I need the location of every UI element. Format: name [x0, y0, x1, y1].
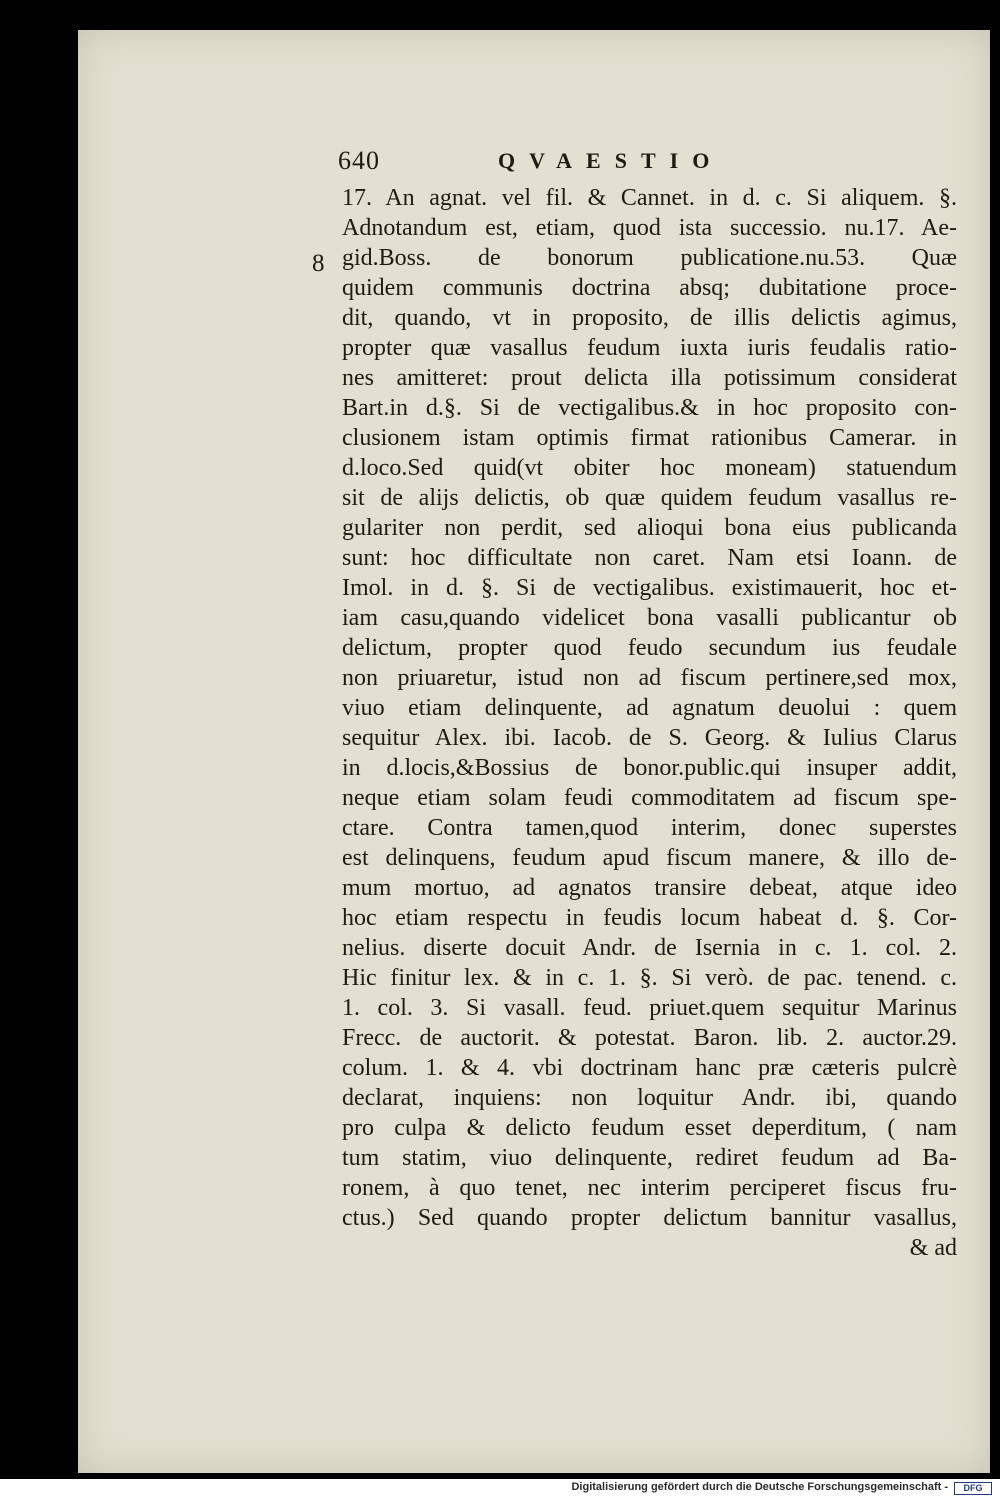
text-line: delictum, propter quod feudo secundum ius feudale [342, 635, 957, 661]
page-header [338, 146, 978, 180]
text-line: sit de alijs delictis, ob quæ quidem feudum vasallus re- [342, 485, 957, 511]
text-line: gulariter non perdit, sed alioqui bona eius publicanda [342, 515, 957, 541]
body-text [342, 183, 957, 1263]
text-line: nes amitteret: prout delicta illa potissimum considerat [342, 365, 957, 391]
text-line: nelius. diserte docuit Andr. de Isernia in c. 1. col. 2. [342, 935, 957, 961]
text-line: Imol. in d. §. Si de vectigalibus. existimauerit, hoc et- [342, 575, 957, 601]
text-line: iam casu,quando videlicet bona vasalli publicantur ob [342, 605, 957, 631]
text-line: dit, quando, vt in proposito, de illis delictis agimus, [342, 305, 957, 331]
text-line: clusionem istam optimis firmat rationibus Camerar. in [342, 425, 957, 451]
text-line: hoc etiam respectu in feudis locum habeat d. §. Cor- [342, 905, 957, 931]
text-line: neque etiam solam feudi commoditatem ad fiscum spe- [342, 785, 957, 811]
page-number: 640 [338, 146, 380, 175]
dfg-logo-icon: DFG [954, 1482, 992, 1495]
text-line: gid.Boss. de bonorum publicatione.nu.53. Quæ [342, 245, 957, 271]
text-line: tum statim, viuo delinquente, rediret feudum ad Ba- [342, 1145, 957, 1171]
text-line: sunt: hoc difficultate non caret. Nam etsi Ioann. de [342, 545, 957, 571]
text-line: ronem, à quo tenet, nec interim perciperet fiscus fru- [342, 1175, 957, 1201]
text-line: d.loco.Sed quid(vt obiter hoc moneam) statuendum [342, 455, 957, 481]
running-title: QVAESTIO [498, 148, 724, 173]
text-line: 1. col. 3. Si vasall. feud. priuet.quem sequitur Marinus [342, 995, 957, 1021]
text-line: ctus.) Sed quando propter delictum bannitur vasallus, [342, 1205, 957, 1231]
text-line: in d.locis,&Bossius de bonor.public.qui insuper addit, [342, 755, 957, 781]
text-line: est delinquens, feudum apud fiscum manere, & illo de- [342, 845, 957, 871]
text-line: quidem communis doctrina absq; dubitatione proce- [342, 275, 957, 301]
text-line: Frecc. de auctorit. & potestat. Baron. lib. 2. auctor.29. [342, 1025, 957, 1051]
text-line: viuo etiam delinquente, ad agnatum deuolui : quem [342, 695, 957, 721]
catchword-line: & ad [909, 1235, 957, 1261]
text-line: Adnotandum est, etiam, quod ista successio. nu.17. Ae- [342, 215, 957, 241]
footer-bar [0, 1479, 1000, 1499]
text-line: Bart.in d.§. Si de vectigalibus.& in hoc proposito con- [342, 395, 957, 421]
margin-note: 8 [312, 250, 325, 277]
text-line: non priuaretur, istud non ad fiscum pertinere,sed mox, [342, 665, 957, 691]
text-line: sequitur Alex. ibi. Iacob. de S. Georg. & Iulius Clarus [342, 725, 957, 751]
text-line: declarat, inquiens: non loquitur Andr. ibi, quando [342, 1085, 957, 1111]
text-line: mum mortuo, ad agnatos transire debeat, atque ideo [342, 875, 957, 901]
text-line: colum. 1. & 4. vbi doctrinam hanc præ cæteris pulcrè [342, 1055, 957, 1081]
text-line: Hic finitur lex. & in c. 1. §. Si verò. de pac. tenend. c. [342, 965, 957, 991]
text-line: 17. An agnat. vel fil. & Cannet. in d. c. Si aliquem. §. [342, 185, 957, 211]
text-line: propter quæ vasallus feudum iuxta iuris feudalis ratio- [342, 335, 957, 361]
text-line: pro culpa & delicto feudum esset deperditum, ( nam [342, 1115, 957, 1141]
text-line: ctare. Contra tamen,quod interim, donec superstes [342, 815, 957, 841]
funding-credit: Digitalisierung gefördert durch die Deutsche Forschungsgemeinschaft - [571, 1481, 948, 1493]
